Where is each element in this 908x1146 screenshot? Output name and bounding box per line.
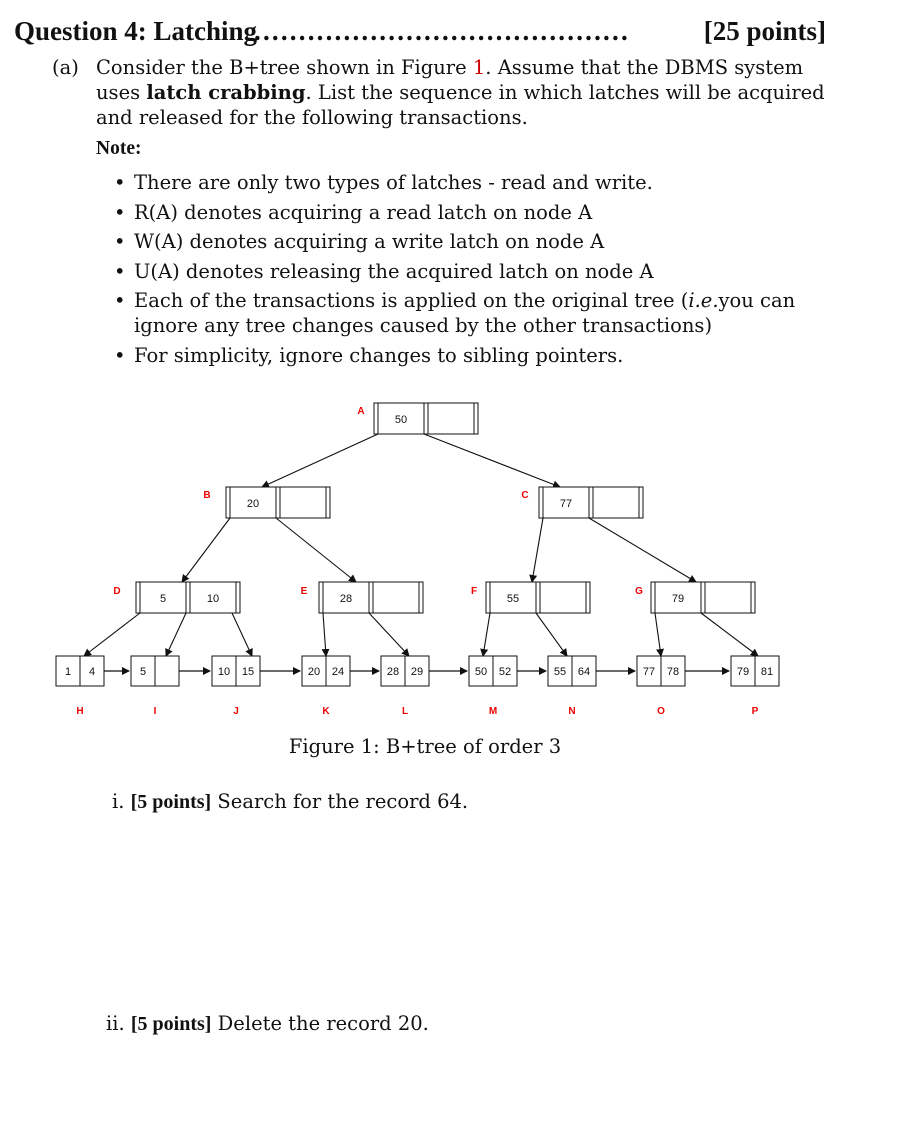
leaf-key-cell (155, 656, 179, 686)
node-pointer-slot (276, 487, 280, 518)
child-pointer-arrow (483, 613, 490, 656)
leaf-key: 64 (577, 666, 591, 678)
leaf-node-n (548, 656, 596, 717)
leaf-key: 50 (474, 666, 488, 678)
leaf-key: 24 (331, 666, 345, 678)
node-pointer-slot (369, 582, 373, 613)
node-pointer-slot (536, 582, 540, 613)
bullet-dot-icon: • (114, 259, 126, 283)
leaf-node-k (302, 656, 350, 717)
internal-node-d (113, 582, 240, 613)
node-key: 77 (559, 498, 573, 510)
leaf-key: 5 (139, 666, 147, 678)
bullet-text: W(A) denotes acquiring a write latch on node A (134, 230, 605, 253)
node-pointer-slot (539, 487, 543, 518)
subquestion-text: Search for the record 64. (217, 790, 469, 813)
node-pointer-slot (326, 487, 330, 518)
node-key: 5 (159, 593, 167, 605)
internal-node-a (357, 403, 478, 434)
leaf-key: 52 (498, 666, 512, 678)
node-label: F (470, 586, 478, 597)
node-pointer-slot (586, 582, 590, 613)
leaf-key: 78 (666, 666, 680, 678)
leaf-node-l (381, 656, 429, 717)
leaf-key: 29 (410, 666, 424, 678)
node-key: 55 (506, 593, 520, 605)
node-key-cell (540, 582, 586, 613)
node-key: 28 (339, 593, 353, 605)
bullet-text: U(A) denotes releasing the acquired latch on node A (134, 259, 654, 283)
leaf-key: 28 (386, 666, 400, 678)
node-label: G (635, 586, 643, 597)
leader-dots: .......................................... (254, 16, 630, 46)
leaf-node-o (637, 656, 685, 717)
leaf-label: M (488, 706, 498, 717)
node-label: B (203, 490, 211, 501)
child-pointer-arrow (182, 518, 230, 582)
bullet-dot-icon: • (114, 200, 126, 224)
node-key-cell (593, 487, 639, 518)
part-a-text-mid: . Assume that the DBMS system uses (96, 56, 804, 104)
node-pointer-slot (236, 582, 240, 613)
leaf-key: 81 (760, 666, 774, 678)
latch-crabbing-term: latch crabbing (146, 81, 306, 104)
bullet-text: There are only two types of latches - read and write. (134, 171, 653, 194)
child-pointer-arrow (589, 518, 696, 582)
part-a-text-after: . List the sequence in which latches will be acquired and released for the following transactions. (96, 81, 825, 129)
part-a-text-before: Consider the B+tree shown in Figure (96, 56, 473, 79)
subquestion-label: ii. (106, 1012, 125, 1035)
leaf-label: I (153, 706, 157, 717)
child-pointer-arrow (166, 613, 186, 656)
child-pointer-arrow (262, 434, 378, 487)
leaf-label: L (401, 706, 409, 717)
node-key-cell (373, 582, 419, 613)
subquestion-i (112, 790, 468, 814)
leaf-key: 4 (88, 666, 96, 678)
node-pointer-slot (319, 582, 323, 613)
bullet-text: R(A) denotes acquiring a read latch on node A (134, 200, 593, 224)
leaf-node-j (212, 656, 260, 717)
bullet-dot-icon: • (114, 289, 126, 312)
question-points: [25 points] (703, 16, 826, 46)
child-pointer-arrow (532, 518, 543, 582)
child-pointer-arrow (655, 613, 661, 656)
question-title: Question 4: Latching (14, 16, 258, 46)
figure-reference-link[interactable]: 1 (472, 56, 486, 79)
node-key-cell (428, 403, 474, 434)
node-pointer-slot (651, 582, 655, 613)
internal-node-e (301, 582, 423, 613)
node-label: A (357, 406, 365, 417)
node-pointer-slot (424, 403, 428, 434)
tree-nodes (56, 403, 779, 717)
leaf-node-i (131, 656, 179, 717)
bullet-dot-icon: • (114, 171, 126, 194)
leaf-label: N (568, 706, 576, 717)
node-pointer-slot (701, 582, 705, 613)
leaf-key: 55 (553, 666, 567, 678)
bullet-text-before: Each of the transactions is applied on the original tree ( (134, 289, 689, 312)
subquestion-text: Delete the record 20. (217, 1012, 429, 1035)
node-label: C (521, 490, 529, 501)
child-pointer-arrow (369, 613, 409, 656)
leaf-label: O (657, 706, 665, 717)
internal-node-g (635, 582, 755, 613)
child-pointer-arrow (536, 613, 567, 656)
node-key: 10 (206, 593, 220, 605)
node-key-cell (280, 487, 326, 518)
bullet-dot-icon: • (114, 343, 126, 367)
node-key: 20 (246, 498, 260, 510)
node-pointer-slot (186, 582, 190, 613)
node-pointer-slot (419, 582, 423, 613)
child-pointer-arrow (701, 613, 758, 656)
node-pointer-slot (374, 403, 378, 434)
internal-node-f (471, 582, 590, 613)
leaf-key: 1 (64, 666, 72, 678)
leaf-label: J (233, 706, 239, 717)
internal-node-c (521, 487, 643, 518)
leaf-node-m (469, 656, 517, 717)
leaf-key: 79 (736, 666, 750, 678)
leaf-key: 77 (642, 666, 656, 678)
leaf-label: H (76, 706, 84, 717)
bullet-italic: i.e. (688, 289, 719, 312)
node-pointer-slot (589, 487, 593, 518)
subquestion-label: i. (112, 790, 125, 813)
bullet-text-after: you can ignore any tree changes caused by the other transactions) (134, 289, 796, 337)
node-pointer-slot (474, 403, 478, 434)
subquestion-points: [5 points] (130, 1013, 212, 1035)
node-label: D (113, 586, 121, 597)
node-key: 79 (671, 593, 685, 605)
leaf-key: 20 (307, 666, 321, 678)
node-pointer-slot (136, 582, 140, 613)
figure-caption: Figure 1: B+tree of order 3 (288, 735, 562, 758)
node-key: 50 (394, 414, 408, 426)
leaf-label: K (322, 706, 330, 717)
node-pointer-slot (751, 582, 755, 613)
child-pointer-arrow (232, 613, 252, 656)
leaf-label: P (751, 706, 759, 717)
child-pointer-arrow (323, 613, 326, 656)
part-a-label: (a) (52, 56, 79, 79)
internal-node-b (203, 487, 330, 518)
bullet-dot-icon: • (114, 230, 126, 253)
bullet-text: For simplicity, ignore changes to sibling pointers. (134, 343, 624, 367)
node-pointer-slot (639, 487, 643, 518)
note-label: Note: (96, 138, 142, 159)
subquestion-points: [5 points] (130, 791, 212, 813)
leaf-node-h (56, 656, 104, 717)
node-key-cell (705, 582, 751, 613)
leaf-key: 15 (241, 666, 255, 678)
child-pointer-arrow (424, 434, 560, 487)
subquestion-ii (106, 1012, 429, 1036)
node-pointer-slot (226, 487, 230, 518)
child-pointer-arrow (276, 518, 356, 582)
leaf-key: 10 (217, 666, 231, 678)
node-label: E (300, 586, 308, 597)
leaf-node-p (731, 656, 779, 717)
tree-edges (84, 434, 758, 671)
child-pointer-arrow (84, 613, 140, 656)
node-pointer-slot (486, 582, 490, 613)
